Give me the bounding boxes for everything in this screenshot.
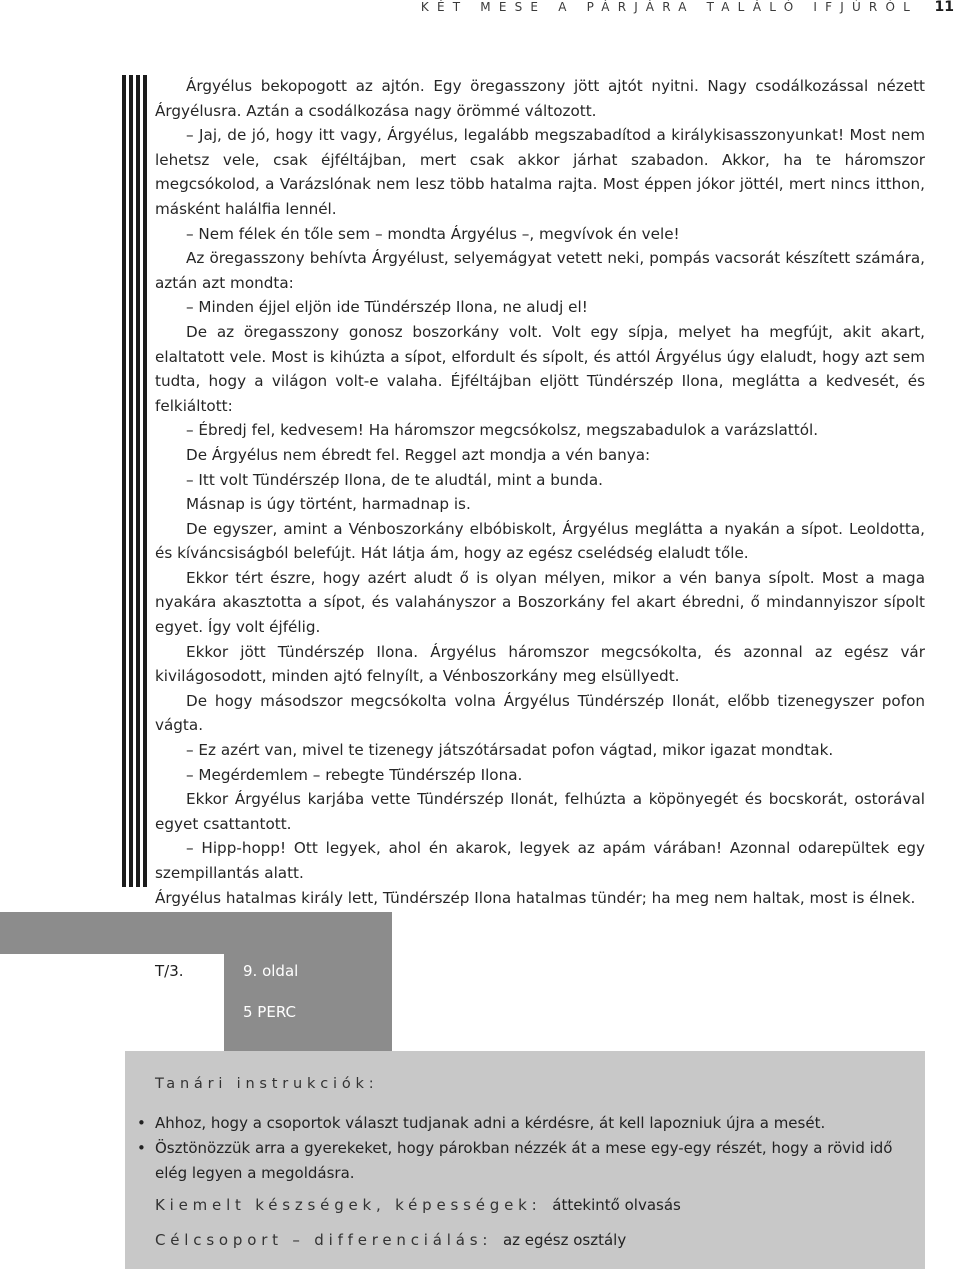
story-text [155, 74, 925, 910]
target-group-label: Célcsoport – differenciálás: [155, 1231, 493, 1249]
teacher-instructions-box [125, 1051, 925, 1269]
target-group-value: az egész osztály [502, 1231, 627, 1249]
target-group-line [155, 1231, 626, 1249]
skills-line [155, 1196, 681, 1214]
running-header [0, 0, 960, 22]
margin-bar [129, 75, 133, 887]
instruction-item: • Ahhoz, hogy a csoportok választ tudjanak adni a kérdésre, át kell lapozniuk újra a mesét. [125, 1111, 900, 1136]
margin-bar [143, 75, 147, 887]
time-estimate: 5 PERC [243, 1003, 296, 1021]
story-paragraph: De Árgyélus nem ébredt fel. Reggel azt mondja a vén banya: [186, 445, 651, 464]
story-paragraph: De hogy másodszor megcsókolta volna Árgyélus Tündérszép Ilonát, előbb tizenegyszer pofon vágta. [155, 691, 925, 735]
margin-bar [136, 75, 140, 887]
story-paragraph: – Ébredj fel, kedvesem! Ha háromszor megcsókolsz, megszabadulok a varázslattól. [186, 421, 819, 440]
story-paragraph: – Megérdemlem – rebegte Tündérszép Ilona. [186, 765, 523, 784]
story-closing-line: Árgyélus hatalmas király lett, Tündérszép Ilona hatalmas tündér; ha meg nem haltak, most is élnek. [155, 888, 916, 907]
story-paragraph: – Ez azért van, mivel te tizenegy játszótársadat pofon vágtad, mikor igazat mondtak. [186, 741, 834, 760]
story-paragraph: Másnap is úgy történt, harmadnap is. [186, 495, 471, 514]
margin-bar [122, 75, 126, 887]
story-paragraph: De az öregasszony gonosz boszorkány volt. Volt egy sípja, melyet ha megfújt, akit akart, elaltatott vele. Most is kihúzta a sípot, elfordult és sípolt, és attól Árgyélus úgy elaludt, hogy azt sem tudta, hogy a világon volt-e valaha. Éjféltájban eljött Tündérszép Ilona, meglátta a kedvesét, és felkiáltott: [155, 322, 925, 415]
story-paragraph: – Jaj, de jó, hogy itt vagy, Árgyélus, legalább megszabadítod a királykisasszonyunkat! Most nem lehetsz vele, csak éjféltájban, mert csak akkor járhat szabadon. Akkor, ha te háromszor megcsókolod, a Varázslónak nem lesz több hatalma rajta. Most éppen jókor jöttél, mert nincs itthon, másként halálfia lennél. [155, 126, 925, 218]
skills-value: áttekintő olvasás [552, 1196, 681, 1214]
story-paragraph: Ekkor jött Tündérszép Ilona. Árgyélus háromszor megcsókolta, és azonnal az egész vár kivilágosodott, minden ajtó felnyílt, a Vénboszorkány meg elsüllyedt. [155, 642, 925, 686]
instructions-heading: Tanári instrukciók: [155, 1076, 379, 1092]
skills-label: Kiemelt készségek, képességek: [155, 1196, 542, 1214]
story-paragraph: – Nem félek én tőle sem – mondta Árgyélus –, megvívok én vele! [186, 224, 680, 243]
decorative-margin-bars [122, 75, 148, 887]
story-paragraph: – Minden éjjel eljön ide Tündérszép Ilona, ne aludj el! [186, 298, 588, 317]
story-paragraph: Ekkor Árgyélus karjába vette Tündérszép Ilonát, felhúzta a köpönyegét és bocskorát, ostorával egyet csattantott. [155, 790, 925, 833]
story-paragraph: – Itt volt Tündérszép Ilona, de te aludtál, mint a bunda. [186, 470, 603, 489]
page-number: 11 [934, 0, 954, 15]
story-paragraph: – Hipp-hopp! Ott legyek, ahol én akarok, legyek az apám várában! Azonnal odarepültek egy szempillantás alatt. [155, 839, 925, 882]
page-reference: 9. oldal [243, 962, 299, 980]
task-band [0, 912, 392, 954]
header-title: KÉT MESE A PÁRJÁRA TALÁLÓ IFJÚRÓL [420, 0, 918, 14]
task-info-tab [224, 954, 392, 1051]
story-paragraph: Az öregasszony behívta Árgyélust, selyemágyat vetett neki, pompás vacsorát készített számára, aztán azt mondta: [155, 249, 925, 292]
story-paragraph: Ekkor tért észre, hogy azért aludt ő is olyan mélyen, mikor a vén banya sípolt. Most a maga nyakára akasztotta a sípot, és valahányszor a Boszorkány fel akart ébredni, ő mindannyiszor sípolt egyet. Így volt éjfélig. [155, 568, 925, 637]
task-id: T/3. [155, 962, 184, 980]
instruction-list [125, 1111, 900, 1186]
story-paragraph: De egyszer, amint a Vénboszorkány elbóbiskolt, Árgyélus meglátta a nyakán a sípot. Leoldotta, és kíváncsiságból belefújt. Hát látja ám, hogy az egész cselédség elaludt tőle. [155, 519, 925, 563]
story-paragraph: Árgyélus bekopogott az ajtón. Egy öregasszony jött ajtót nyitni. Nagy csodálkozással nézett Árgyélusra. Aztán a csodálkozása nagy örömmé változott. [155, 77, 925, 120]
instruction-item: • Ösztönözzük arra a gyerekeket, hogy párokban nézzék át a mese egy-egy részét, hogy a rövid idő elég legyen a megoldásra. [125, 1136, 900, 1186]
